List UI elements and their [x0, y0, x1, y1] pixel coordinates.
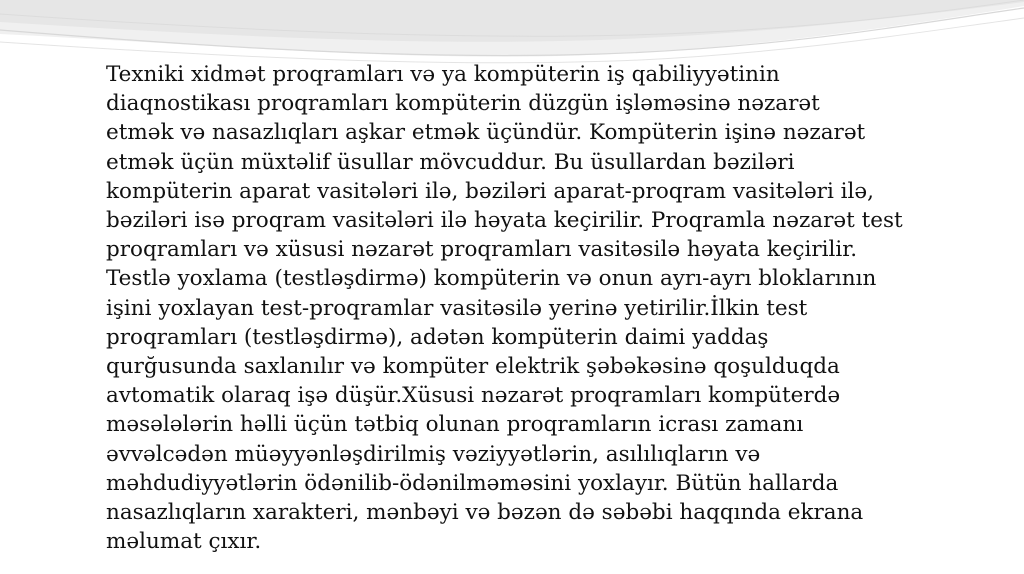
text-line: məhdudiyyətlərin ödənilib-ödənilməməsini yoxlayır. Bütün hallarda	[106, 470, 839, 496]
text-line: işini yoxlayan test-proqramlar vasitəsilə yerinə yetirilir.İlkin test	[106, 295, 808, 321]
text-line: məlumat çıxır.	[106, 529, 262, 555]
text-line: etmək və nasazlıqları aşkar etmək üçündür. Kompüterin işinə nəzarət	[106, 120, 866, 146]
text-line: məsələlərin həlli üçün tətbiq olunan proqramların icrası zamanı	[106, 412, 804, 438]
text-line: proqramları (testləşdirmə), adətən kompüterin daimi yaddaş	[106, 324, 769, 350]
text-line: diaqnostikası proqramları kompüterin düzgün işləməsinə nəzarət	[106, 91, 820, 117]
text-line: proqramları və xüsusi nəzarət proqramları vasitəsilə həyata keçirilir.	[106, 237, 858, 263]
text-line: nasazlıqların xarakteri, mənbəyi və bəzən də səbəbi haqqında ekrana	[106, 500, 864, 526]
text-line: avtomatik olaraq işə düşür.Xüsusi nəzarət proqramları kompüterdə	[106, 383, 841, 409]
text-line: əvvəlcədən müəyyənləşdirilmiş vəziyyətlərin, asılılıqların və	[106, 441, 761, 467]
text-line: Testlə yoxlama (testləşdirmə) kompüterin və onun ayrı-ayrı bloklarının	[106, 266, 877, 292]
text-line: etmək üçün müxtəlif üsullar mövcuddur. Bu üsullardan bəziləri	[106, 149, 795, 175]
text-line: kompüterin aparat vasitələri ilə, bəziləri aparat-proqram vasitələri ilə,	[106, 178, 874, 204]
slide-body-text	[106, 60, 1006, 556]
text-line: bəziləri isə proqram vasitələri ilə həyata keçirilir. Proqramla nəzarət test	[106, 208, 903, 234]
text-line: qurğusunda saxlanılır və kompüter elektrik şəbəkəsinə qoşulduqda	[106, 354, 840, 380]
text-line: Texniki xidmət proqramları və ya kompüterin iş qabiliyyətinin	[106, 62, 780, 87]
